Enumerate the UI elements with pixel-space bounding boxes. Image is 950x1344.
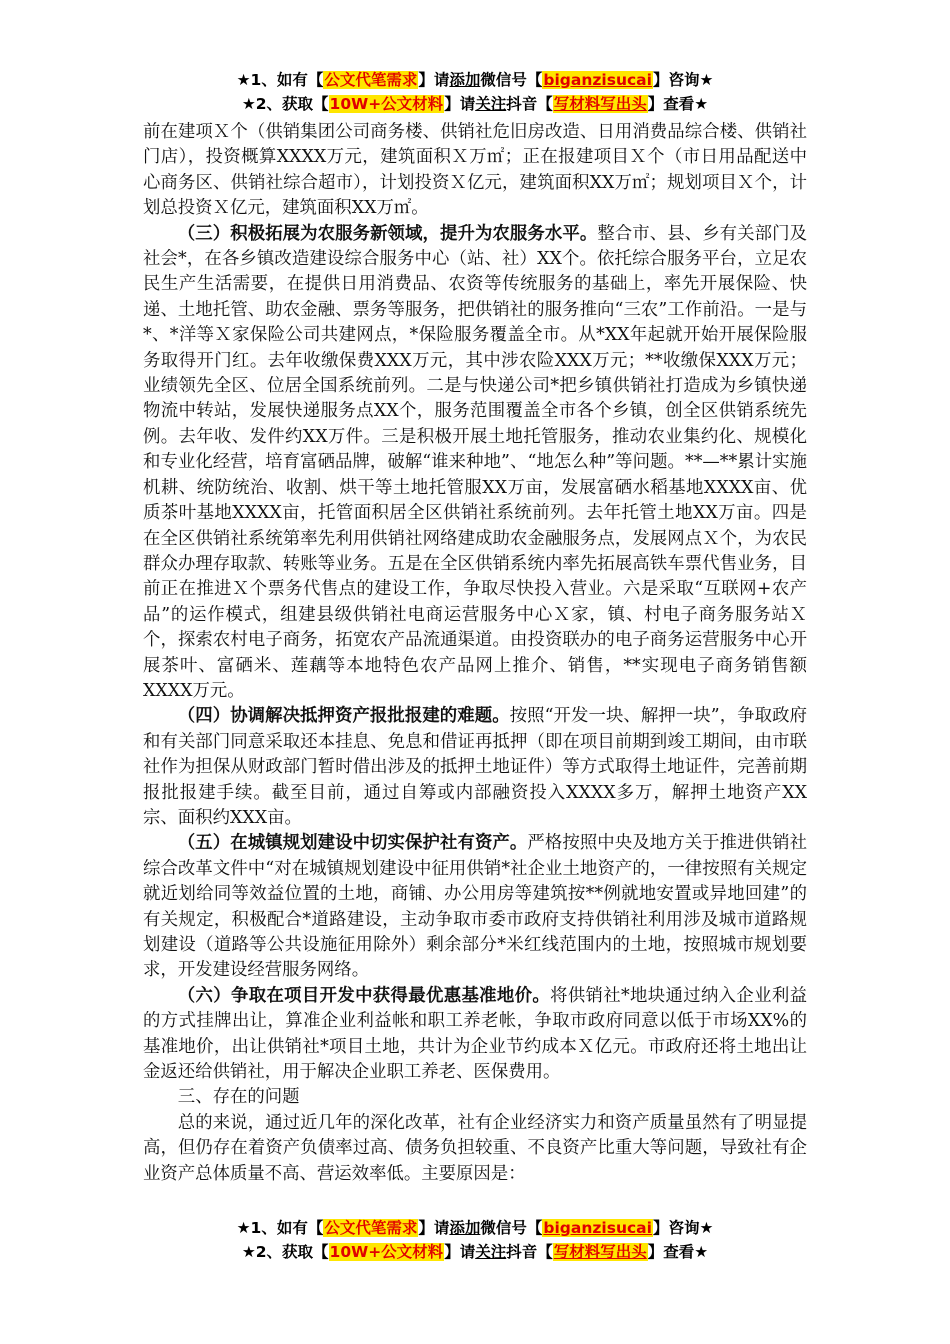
paragraph-text: 整合市、县、乡有关部门及社会*，在各乡镇改造建设综合服务中心（站、社）XX个。依托综合服务平台，立足农民生产生活需要，在提供日用消费品、农资等传统服务的基础上，率先开展保险、快递、土地托管、助农金融、票务等服务，把供销社的服务推向“三农”工作前沿。一是与*、*洋等Ｘ家保险公司共建网点，*保险服务覆盖全市。从*XX年起就开始开展保险服务取得开门红。去年收缴保费XXX万元，其中涉农险XXX万元；**收缴保XXX万元；业绩领先全区、位居全国系统前列。二是与快递公司*把乡镇供销社打造成为乡镇快递物流中转站，发展快递服务点XX个，服务范围覆盖全市各个乡镇，创全区供销系统先例。去年收、发件约XX万件。三是积极开展土地托管服务，推动农业集约化、规模化和专业化经营，培育富硒品牌，破解“谁来种地”、“地怎么种”等问题。**—**累计实施机耕、统防统治、收割、烘干等土地托管服XX万亩，发展富硒水稻基地XXXX亩、优质茶叶基地XXXX亩，托管面积居全区供销社系统前列。去年托管土地XX万亩。四是在全区供销社系统第率先利用供销社网络建成助农金融服务点，发展网点Ｘ个，为农民群众办理存取款、转账等业务。五是在全区供销系统内率先拓展高铁车票代售业务，目前正在推进Ｘ个票务代售点的建设工作，争取尽快投入营业。六是采取“互联网+农产品”的运作模式，组建县级供销社电商运营服务中心Ｘ家，镇、村电子商务服务站Ｘ个，探索农村电子商务，拓宽农产品流通渠道。由投资联办的电子商务运营服务中心开展茶叶、富硒米、莲藕等本地特色农产品网上推介、销售，**实现电子商务销售额XXXX万元。	[143, 223, 807, 701]
section-heading: （五）在城镇规划建设中切实保护社有资产。	[177, 833, 528, 854]
banner-text: ★1、如有【	[236, 1219, 324, 1237]
highlight-materials: 10W+公文材料	[329, 1243, 444, 1261]
highlight-service: 公文代笔需求	[324, 71, 418, 89]
footer-banner	[0, 1216, 950, 1264]
banner-text: ★2、获取【	[241, 1243, 329, 1261]
banner-emphasis: 关注	[475, 95, 507, 113]
banner-text: 】请	[418, 1219, 450, 1237]
highlight-douyin-account: 写材料写出头	[553, 1243, 647, 1261]
banner-emphasis: 添加	[449, 71, 481, 89]
banner-line-1	[0, 68, 950, 92]
banner-emphasis: 添加	[449, 1219, 481, 1237]
paragraph-section-4	[143, 704, 807, 831]
highlight-wechat-id: biganzisucai	[543, 71, 652, 89]
banner-text: 】咨询★	[652, 71, 714, 89]
chapter-heading: 三、存在的问题	[177, 1087, 300, 1108]
paragraph-text: 严格按照中央及地方关于推进供销社综合改革文件中“对在城镇规划建设中征用供销*社企业土地资产的，一律按照有关规定就近划给同等效益位置的土地，商铺、办公用房等建筑按**例就地安置或异地回建”的有关规定，积极配合*道路建设，主动争取市委市政府支持供销社利用涉及城市道路规划建设（道路等公共设施征用除外）剩余部分*米红线范围内的土地，按照城市规划要求，开发建设经营服务网络。	[143, 833, 807, 981]
banner-line-1	[0, 1216, 950, 1240]
paragraph-section-5	[143, 831, 807, 983]
paragraph-summary: 总的来说，通过近几年的深化改革，社有企业经济实力和资产质量虽然有了明显提高，但仍存在着资产负债率过高、债务负担较重、不良资产比重大等问题，导致社有企业资产总体质量不高、营运效率低。主要原因是：	[143, 1112, 807, 1184]
highlight-wechat-id: biganzisucai	[543, 1219, 652, 1237]
highlight-materials: 10W+公文材料	[329, 95, 444, 113]
banner-text: 微信号【	[480, 1219, 543, 1237]
paragraph-section-6	[143, 984, 807, 1086]
banner-text: 】咨询★	[652, 1219, 714, 1237]
banner-line-2	[0, 92, 950, 116]
banner-text: 】请	[418, 71, 450, 89]
paragraph-text: 按照“开发一块、解押一块”，争取政府和有关部门同意采取还本挂息、免息和借证再抵押（即在项目前期到竣工期间，由市联社作为担保从财政部门暂时借出涉及的抵押土地证件）等方式取得土地证件，完善前期报批报建手续。截至目前，通过自筹或内部融资投入XXXX多万，解押土地资产XX宗、面积约XXX亩。	[143, 706, 807, 828]
banner-text: 】请	[444, 95, 476, 113]
paragraph-section-3	[143, 222, 807, 705]
paragraph-projects: 前在建项Ｘ个（供销集团公司商务楼、供销社危旧房改造、日用消费品综合楼、供销社门店），投资概算XXXX万元，建筑面积Ｘ万㎡；正在报建项目Ｘ个（市日用品配送中心商务区、供销社综合超市），计划投资Ｘ亿元，建筑面积XX万㎡；规划项目Ｘ个，计划总投资Ｘ亿元，建筑面积XX万㎡。	[143, 122, 807, 219]
banner-text: 微信号【	[480, 71, 543, 89]
banner-text: ★1、如有【	[236, 71, 324, 89]
banner-line-2	[0, 1240, 950, 1264]
document-body	[143, 120, 807, 1187]
section-heading: （四）协调解决抵押资产报批报建的难题。	[177, 706, 510, 727]
banner-text: 】查看★	[647, 95, 709, 113]
highlight-service: 公文代笔需求	[324, 1219, 418, 1237]
highlight-douyin-account: 写材料写出头	[553, 95, 647, 113]
banner-text: 抖音【	[506, 95, 553, 113]
banner-text: 抖音【	[506, 1243, 553, 1261]
header-banner	[0, 68, 950, 116]
banner-emphasis: 关注	[475, 1243, 507, 1261]
section-heading: （三）积极拓展为农服务新领域，提升为农服务水平。	[177, 223, 598, 244]
banner-text: 】请	[444, 1243, 476, 1261]
section-heading: （六）争取在项目开发中获得最优惠基准地价。	[177, 985, 551, 1006]
paragraph-text: 将供销社*地块通过纳入企业利益的方式挂牌出让，算准企业利益帐和职工养老帐，争取市政府同意以低于市场XX%的基准地价，出让供销社*项目土地，共计为企业节约成本Ｘ亿元。市政府还将土地出让金返还给供销社，用于解决企业职工养老、医保费用。	[143, 985, 807, 1083]
banner-text: 】查看★	[647, 1243, 709, 1261]
banner-text: ★2、获取【	[241, 95, 329, 113]
